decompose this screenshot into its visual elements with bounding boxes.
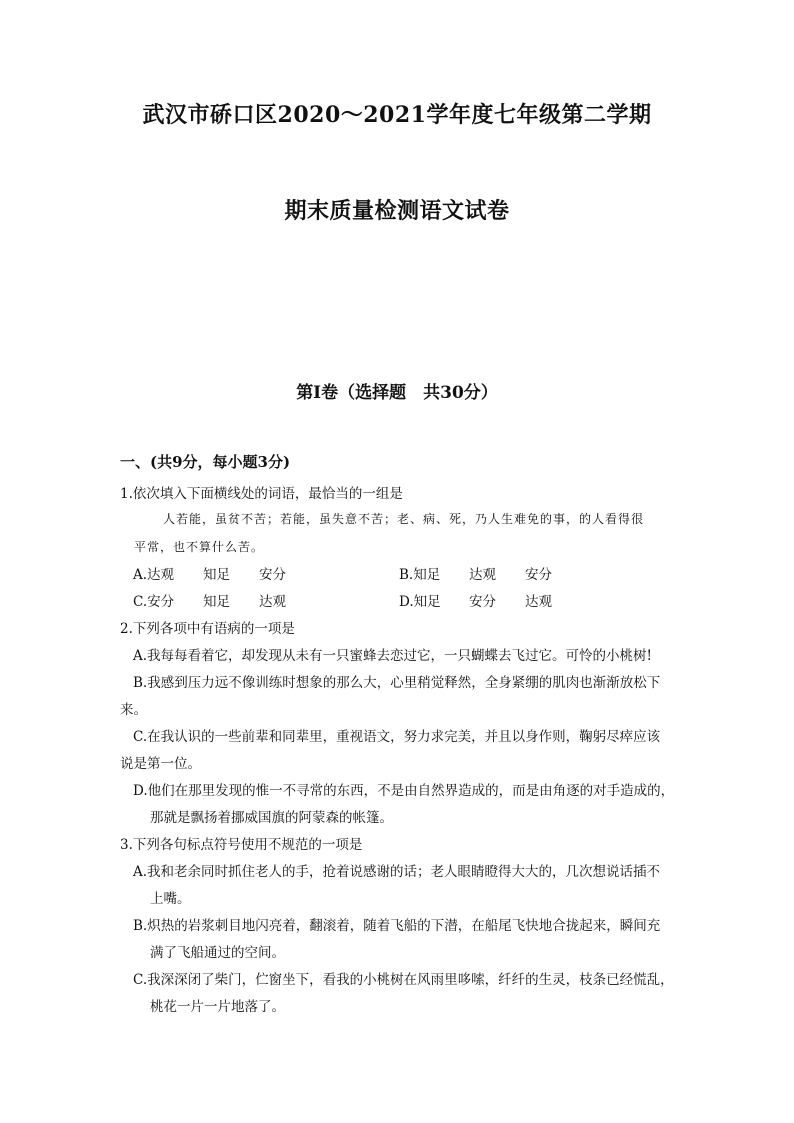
section-header: 第Ⅰ卷（选择题 共30分）: [296, 383, 498, 403]
exam-title-line1: 武汉市硚口区2020～2021学年度七年级第二学期: [142, 102, 652, 128]
q3-option-b-line1: B.炽热的岩浆刺目地闪亮着，翻滚着，随着飞船的下潜，在船尾飞快地合拢起来，瞬间充: [133, 918, 661, 934]
q3-option-a-line1: A.我和老余同时抓住老人的手，抢着说感谢的话；老人眼睛瞪得大大的，几次想说话插不: [133, 864, 661, 880]
q1-option-d-word2: 安分: [469, 594, 496, 610]
q2-stem: 2.下列各项中有语病的一项是: [120, 621, 295, 637]
q1-option-b-word3: 安分: [525, 567, 552, 583]
q3-option-b-line2: 满了飞船通过的空间。: [150, 945, 285, 961]
q1-option-d-word1: D.知足: [399, 594, 441, 610]
q2-option-d-line2: 那就是飘扬着挪威国旗的阿蒙森的帐篷。: [150, 810, 393, 826]
q1-option-c-word1: C.安分: [133, 594, 175, 610]
q1-option-d: [399, 590, 552, 610]
q1-option-d-word3: 达观: [525, 594, 552, 610]
q1-option-b-word1: B.知足: [399, 567, 441, 583]
q3-stem: 3.下列各句标点符号使用不规范的一项是: [120, 837, 363, 853]
q1-option-c-word3: 达观: [259, 594, 286, 610]
q1-option-a-word2: 知足: [203, 567, 230, 583]
q2-option-c-line2: 说是第一位。: [120, 756, 201, 772]
q1-passage-line1: 人若能，虽贫不苦；若能，虽失意不苦；老、病、死，乃人生难免的事，的人看得很: [163, 512, 645, 526]
q2-option-a: A.我每每看着它，却发现从未有一只蜜蜂去恋过它，一只蝴蝶去飞过它。可怜的小桃树!: [133, 648, 652, 664]
q3-option-a-line2: 上嘴。: [150, 891, 191, 907]
q2-option-b-line2: 来。: [120, 702, 147, 718]
q2-option-c-line1: C.在我认识的一些前辈和同辈里，重视语文，努力求完美，并且以身作则，鞠躬尽瘁应该: [133, 729, 661, 745]
q2-option-b-line1: B.我感到压力远不像训练时想象的那么大，心里稍觉释然，全身紧绷的肌肉也渐渐放松下: [133, 675, 661, 691]
q2-option-d-line1: D.他们在那里发现的惟一不寻常的东西，不是由自然界造成的，而是由角逐的对手造成的，: [133, 783, 675, 799]
q1-option-a-word3: 安分: [259, 567, 286, 583]
q1-option-a: [133, 563, 286, 583]
q1-option-c: [133, 590, 286, 610]
q1-option-b: [399, 563, 552, 583]
exam-title-line2: 期末质量检测语文试卷: [284, 198, 510, 224]
q1-stem: 1.依次填入下面横线处的词语，最恰当的一组是: [120, 486, 403, 502]
q3-option-c-line1: C.我深深闭了柴门，伫窗坐下，看我的小桃树在风雨里哆嗦，纤纤的生灵，枝条已经慌乱，: [133, 972, 674, 988]
q1-passage-line2: 平常，也不算什么苦。: [134, 540, 265, 554]
q1-option-a-word1: A.达观: [133, 567, 175, 583]
q1-option-c-word2: 知足: [203, 594, 230, 610]
part1-header: 一、(共9分，每小题3分): [120, 453, 291, 471]
q1-option-b-word2: 达观: [469, 567, 496, 583]
q3-option-c-line2: 桃花一片一片地落了。: [150, 999, 285, 1015]
